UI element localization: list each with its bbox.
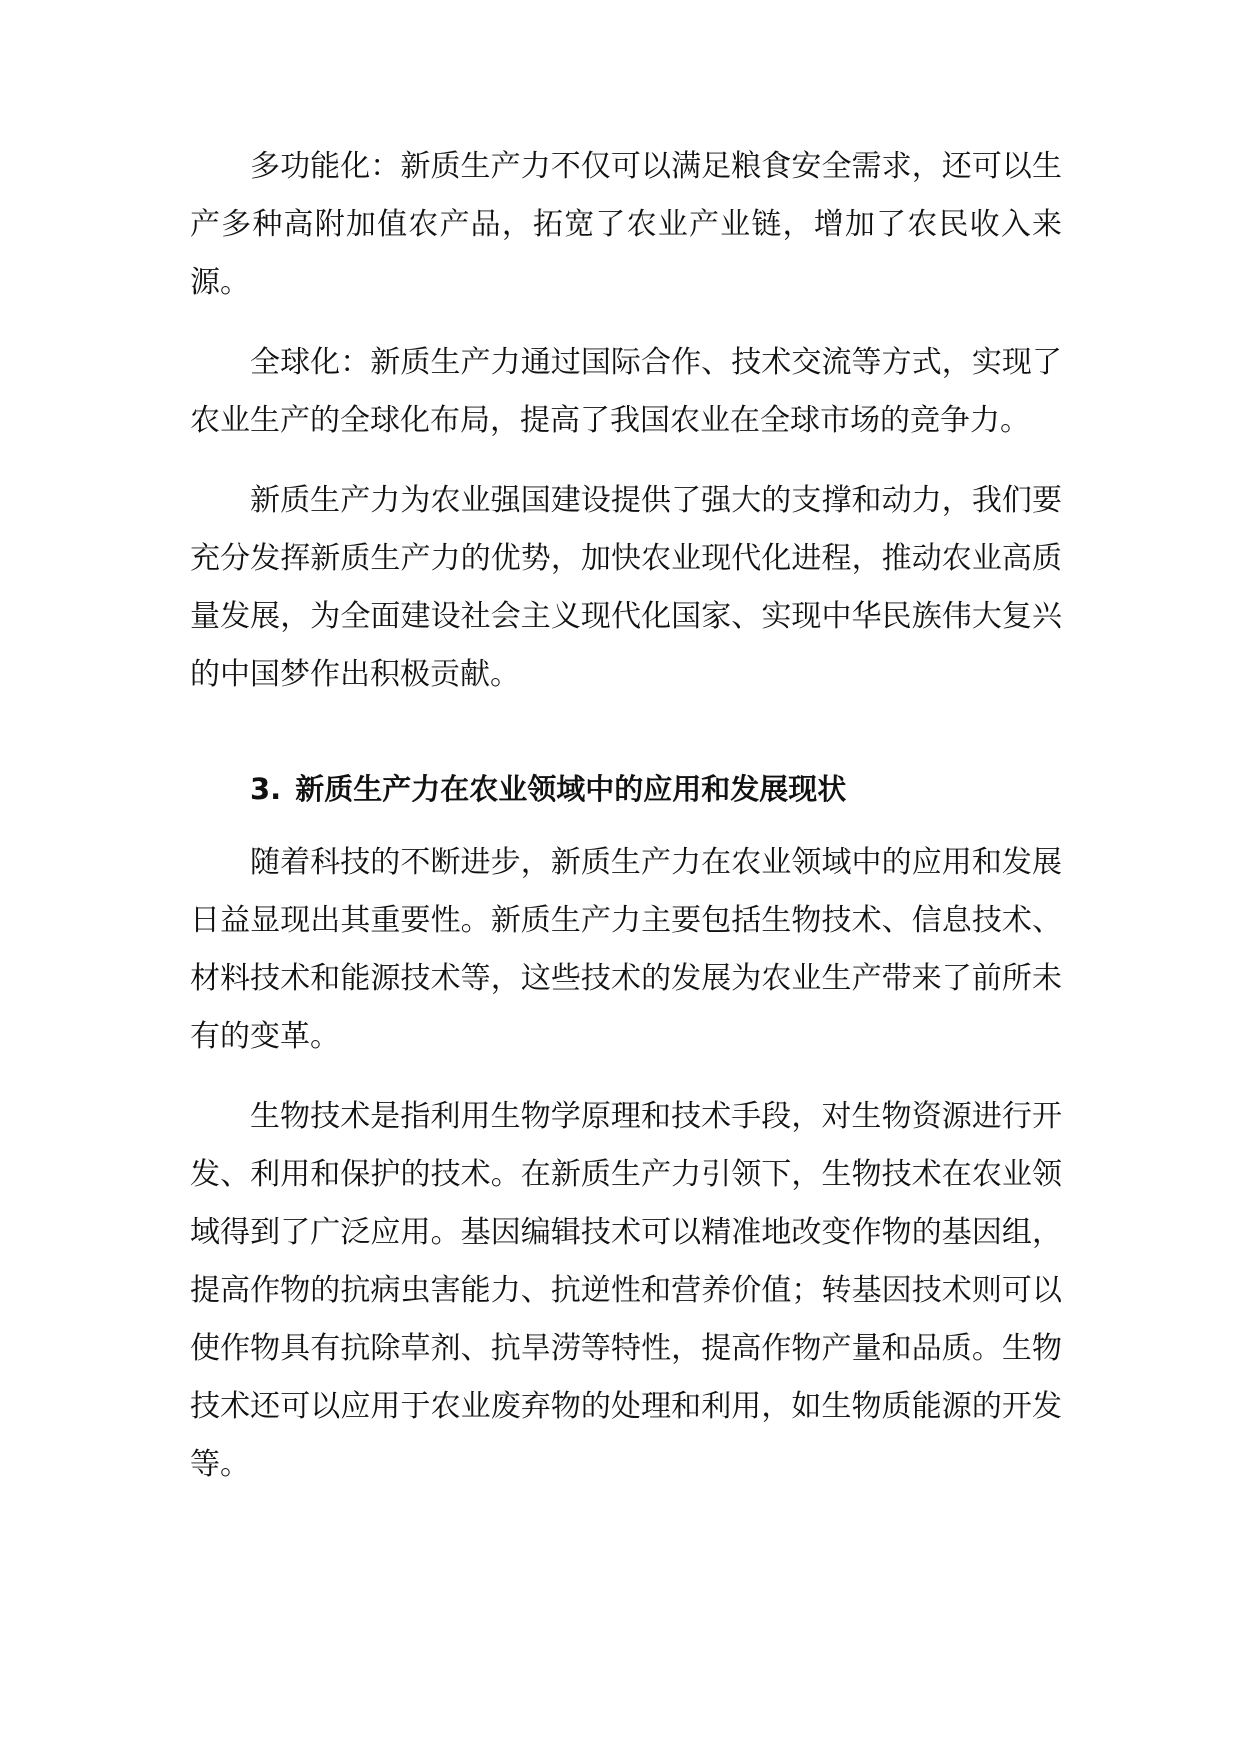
section-title: 新质生产力在农业领域中的应用和发展现状 (295, 772, 847, 806)
section-number: 3. (250, 772, 282, 806)
section-heading (190, 760, 1062, 818)
paragraph-tech-progress: 随着科技的不断进步，新质生产力在农业领域中的应用和发展日益显现出其重要性。新质生产力主要包括生物技术、信息技术、材料技术和能源技术等，这些技术的发展为农业生产带来了前所未有的变革。 (190, 845, 1062, 1054)
document-body (190, 138, 1062, 1494)
paragraph-conclusion: 新质生产力为农业强国建设提供了强大的支撑和动力，我们要充分发挥新质生产力的优势，加快农业现代化进程，推动农业高质量发展，为全面建设社会主义现代化国家、实现中华民族伟大复兴的中国梦作出积极贡献。 (190, 483, 1062, 692)
paragraph-globalization: 全球化：新质生产力通过国际合作、技术交流等方式，实现了农业生产的全球化布局，提高了我国农业在全球市场的竞争力。 (190, 345, 1062, 438)
paragraph-multifunctional: 多功能化：新质生产力不仅可以满足粮食安全需求，还可以生产多种高附加值农产品，拓宽了农业产业链，增加了农民收入来源。 (190, 149, 1062, 300)
paragraph-biotech: 生物技术是指利用生物学原理和技术手段，对生物资源进行开发、利用和保护的技术。在新质生产力引领下，生物技术在农业领域得到了广泛应用。基因编辑技术可以精准地改变作物的基因组，提高作物的抗病虫害能力、抗逆性和营养价值；转基因技术则可以使作物具有抗除草剂、抗旱涝等特性，提高作物产量和品质。生物技术还可以应用于农业废弃物的处理和利用，如生物质能源的开发等。 (190, 1099, 1062, 1482)
